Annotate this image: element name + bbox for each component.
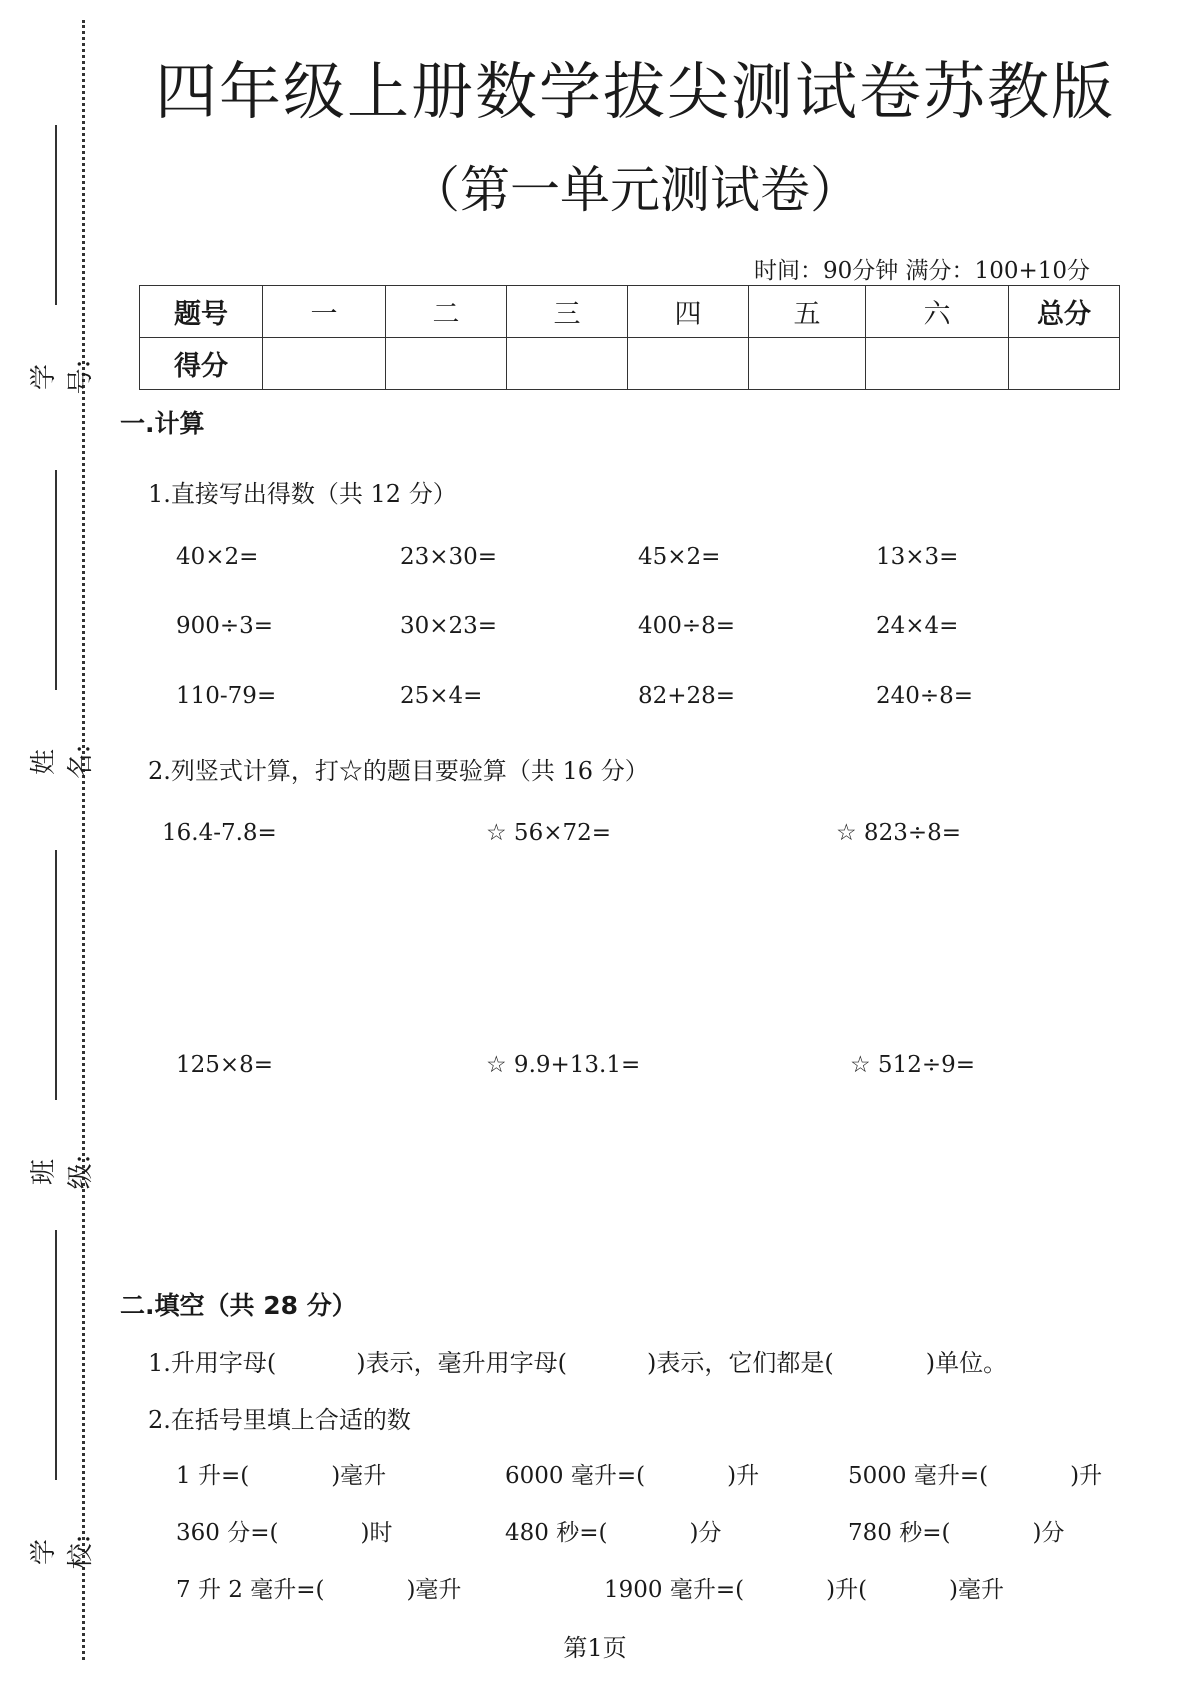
- problem: 82+28=: [638, 683, 736, 709]
- problem: 900÷3=: [176, 613, 274, 639]
- section1-q2-label: 2.列竖式计算，打☆的题目要验算（共 16 分）: [148, 757, 649, 785]
- header-cell: 题号: [140, 286, 263, 338]
- vertical-problem: ☆ 9.9+13.1=: [486, 1052, 641, 1078]
- text-part: )毫升: [331, 1463, 387, 1489]
- header-cell: 六: [866, 286, 1009, 338]
- section1-title: 一.计算: [120, 409, 205, 438]
- score-row-label: 得分: [140, 338, 263, 390]
- score-cell[interactable]: [386, 338, 507, 390]
- problem: 240÷8=: [876, 683, 974, 709]
- problem: 40×2=: [176, 544, 259, 570]
- header-cell: 一: [263, 286, 386, 338]
- text-part: 360 分=(: [176, 1520, 279, 1546]
- text-part: 6000 毫升=(: [505, 1463, 646, 1489]
- text-part: 7 升 2 毫升=(: [176, 1577, 325, 1603]
- text-part: )升: [727, 1463, 760, 1489]
- problem: 45×2=: [638, 544, 721, 570]
- vertical-problem: ☆ 823÷8=: [836, 820, 962, 846]
- score-cell[interactable]: [263, 338, 386, 390]
- score-cell[interactable]: [866, 338, 1009, 390]
- page-title: 四年级上册数学拔尖测试卷苏教版: [154, 55, 1115, 128]
- text-part: 1.升用字母(: [148, 1349, 277, 1377]
- score-cell[interactable]: [628, 338, 749, 390]
- text-part: )表示，它们都是(: [647, 1349, 834, 1377]
- text-part: 480 秒=(: [505, 1520, 608, 1546]
- text-part: )升: [1070, 1463, 1103, 1489]
- binding-dashed-line: [82, 20, 85, 1660]
- vertical-problem: ☆ 56×72=: [486, 820, 612, 846]
- vertical-problem: 125×8=: [176, 1052, 274, 1078]
- text-part: )表示，毫升用字母(: [356, 1349, 567, 1377]
- text-part: 1 升=(: [176, 1463, 250, 1489]
- score-cell[interactable]: [1009, 338, 1120, 390]
- conversion-item: [176, 1457, 386, 1490]
- school-line: [55, 1230, 57, 1480]
- name-label: 姓名:: [29, 744, 96, 780]
- score-cell[interactable]: [507, 338, 628, 390]
- conversion-item: [848, 1514, 1064, 1547]
- conversion-item: [604, 1571, 1004, 1604]
- text-part: )单位。: [925, 1349, 1008, 1377]
- class-line: [55, 850, 57, 1100]
- student-id-label: 学号:: [29, 359, 96, 395]
- name-line: [55, 470, 57, 690]
- text-part: )毫升: [949, 1577, 1005, 1603]
- problem: 30×23=: [400, 613, 498, 639]
- page-subtitle: （第一单元测试卷）: [410, 161, 860, 219]
- conversion-item: [176, 1514, 392, 1547]
- text-part: )分: [1032, 1520, 1065, 1546]
- problem: 110-79=: [176, 683, 277, 709]
- header-cell: 四: [628, 286, 749, 338]
- text-part: )时: [360, 1520, 393, 1546]
- problem: 400÷8=: [638, 613, 736, 639]
- section2-title: 二.填空（共 28 分）: [120, 1291, 357, 1320]
- conversion-item: [505, 1514, 721, 1547]
- problem: 24×4=: [876, 613, 959, 639]
- text-part: 1900 毫升=(: [604, 1577, 745, 1603]
- conversion-item: [848, 1457, 1102, 1490]
- text-part: 5000 毫升=(: [848, 1463, 989, 1489]
- score-cell[interactable]: [749, 338, 866, 390]
- text-part: 780 秒=(: [848, 1520, 951, 1546]
- vertical-problem: ☆ 512÷9=: [850, 1052, 976, 1078]
- exam-meta: 时间：90分钟 满分：100+10分: [753, 258, 1090, 284]
- problem: 13×3=: [876, 544, 959, 570]
- score-table-header-row: [140, 286, 1120, 338]
- page-number: 第1页: [563, 1634, 627, 1662]
- conversion-item: [176, 1571, 461, 1604]
- text-part: )升(: [826, 1577, 868, 1603]
- class-label: 班级:: [29, 1154, 96, 1190]
- vertical-problem: 16.4-7.8=: [162, 820, 277, 846]
- section2-q2-label: 2.在括号里填上合适的数: [148, 1406, 411, 1434]
- problem: 25×4=: [400, 683, 483, 709]
- text-part: )毫升: [406, 1577, 462, 1603]
- conversion-item: [505, 1457, 759, 1490]
- problem: 23×30=: [400, 544, 498, 570]
- section2-q1: [148, 1343, 1007, 1378]
- score-table: [139, 285, 1120, 390]
- header-cell: 总分: [1009, 286, 1120, 338]
- text-part: )分: [689, 1520, 722, 1546]
- header-cell: 三: [507, 286, 628, 338]
- header-cell: 五: [749, 286, 866, 338]
- school-label: 学校:: [29, 1534, 96, 1570]
- section1-q1-label: 1.直接写出得数（共 12 分）: [148, 480, 457, 508]
- header-cell: 二: [386, 286, 507, 338]
- score-table-score-row: [140, 338, 1120, 390]
